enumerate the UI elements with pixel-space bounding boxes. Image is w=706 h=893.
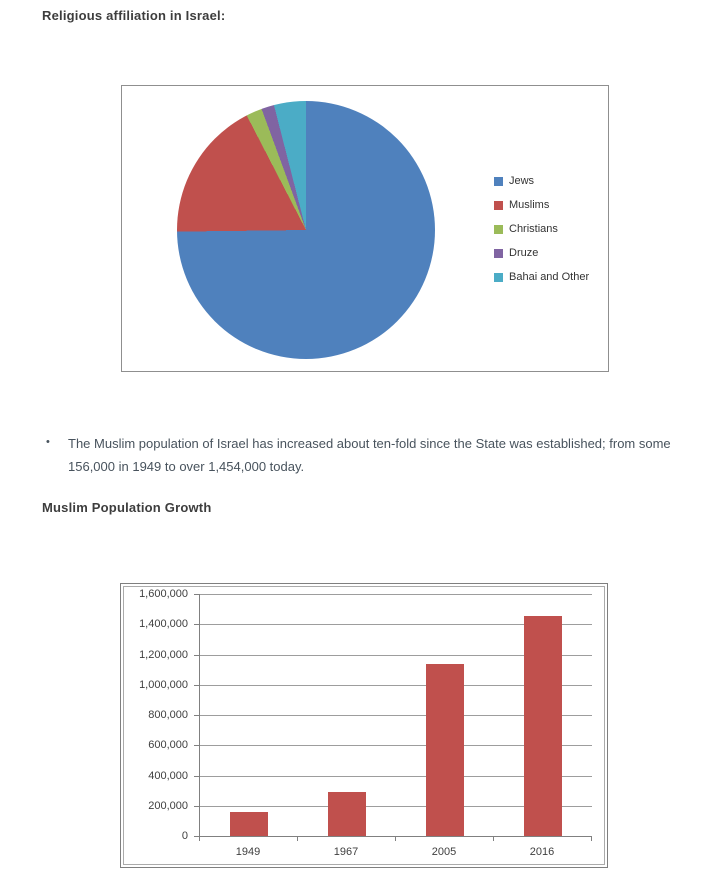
legend-label: Christians <box>509 223 558 235</box>
section-heading-muslim-population-growth: Muslim Population Growth <box>42 500 212 515</box>
y-axis-tick-label: 1,400,000 <box>139 618 188 630</box>
bullet-marker: • <box>46 436 50 448</box>
y-axis-tick-label: 800,000 <box>148 709 188 721</box>
bar <box>426 664 464 836</box>
legend-item <box>494 247 589 259</box>
y-axis-tick-label: 200,000 <box>148 800 188 812</box>
bullet-text: The Muslim population of Israel has increased about ten-fold since the State was established; from some 156,000 in 1949 to over 1,454,000 today. <box>68 436 671 474</box>
y-axis-tick-mark <box>194 594 199 595</box>
legend-swatch <box>494 201 503 210</box>
y-axis-tick-mark <box>194 655 199 656</box>
bullet-paragraph <box>42 432 694 478</box>
x-axis-tick-label: 1949 <box>235 846 261 858</box>
y-axis-tick-mark <box>194 624 199 625</box>
legend-swatch <box>494 249 503 258</box>
legend-item <box>494 175 589 187</box>
x-axis-tick-mark <box>395 837 396 841</box>
pie-legend <box>494 175 589 283</box>
x-axis-tick-mark <box>493 837 494 841</box>
legend-item <box>494 271 589 283</box>
y-axis-tick-label: 1,600,000 <box>139 588 188 600</box>
pie-graphic <box>177 101 435 359</box>
x-axis-tick-label: 1967 <box>333 846 359 858</box>
bar-chart-canvas <box>123 586 605 865</box>
bar-chart-figure <box>120 583 608 868</box>
legend-label: Bahai and Other <box>509 271 590 283</box>
y-axis-tick-label: 1,200,000 <box>139 649 188 661</box>
y-axis-tick-label: 1,000,000 <box>139 679 188 691</box>
bar-plot-area <box>199 594 592 837</box>
y-axis-tick-mark <box>194 806 199 807</box>
gridline <box>200 594 592 595</box>
x-axis-tick-label: 2016 <box>529 846 555 858</box>
x-axis-tick-mark <box>199 837 200 841</box>
y-axis-tick-mark <box>194 715 199 716</box>
y-axis-tick-mark <box>194 776 199 777</box>
bar <box>230 812 268 836</box>
x-axis-tick-mark <box>297 837 298 841</box>
legend-swatch <box>494 225 503 234</box>
legend-label: Jews <box>509 175 535 187</box>
y-axis-tick-label: 0 <box>181 830 188 842</box>
bar <box>524 616 562 836</box>
y-axis-tick-mark <box>194 685 199 686</box>
legend-label: Druze <box>509 247 539 259</box>
legend-swatch <box>494 177 503 186</box>
x-axis-tick-mark <box>591 837 592 841</box>
bar <box>328 792 366 836</box>
legend-swatch <box>494 273 503 282</box>
y-axis-tick-label: 600,000 <box>148 739 188 751</box>
y-axis-tick-mark <box>194 745 199 746</box>
section-heading-religious-affiliation: Religious affiliation in Israel: <box>42 8 226 23</box>
legend-label: Muslims <box>509 199 550 211</box>
y-axis-tick-label: 400,000 <box>148 770 188 782</box>
legend-item <box>494 199 589 211</box>
x-axis-tick-label: 2005 <box>431 846 457 858</box>
pie-chart-figure <box>121 85 609 372</box>
legend-item <box>494 223 589 235</box>
